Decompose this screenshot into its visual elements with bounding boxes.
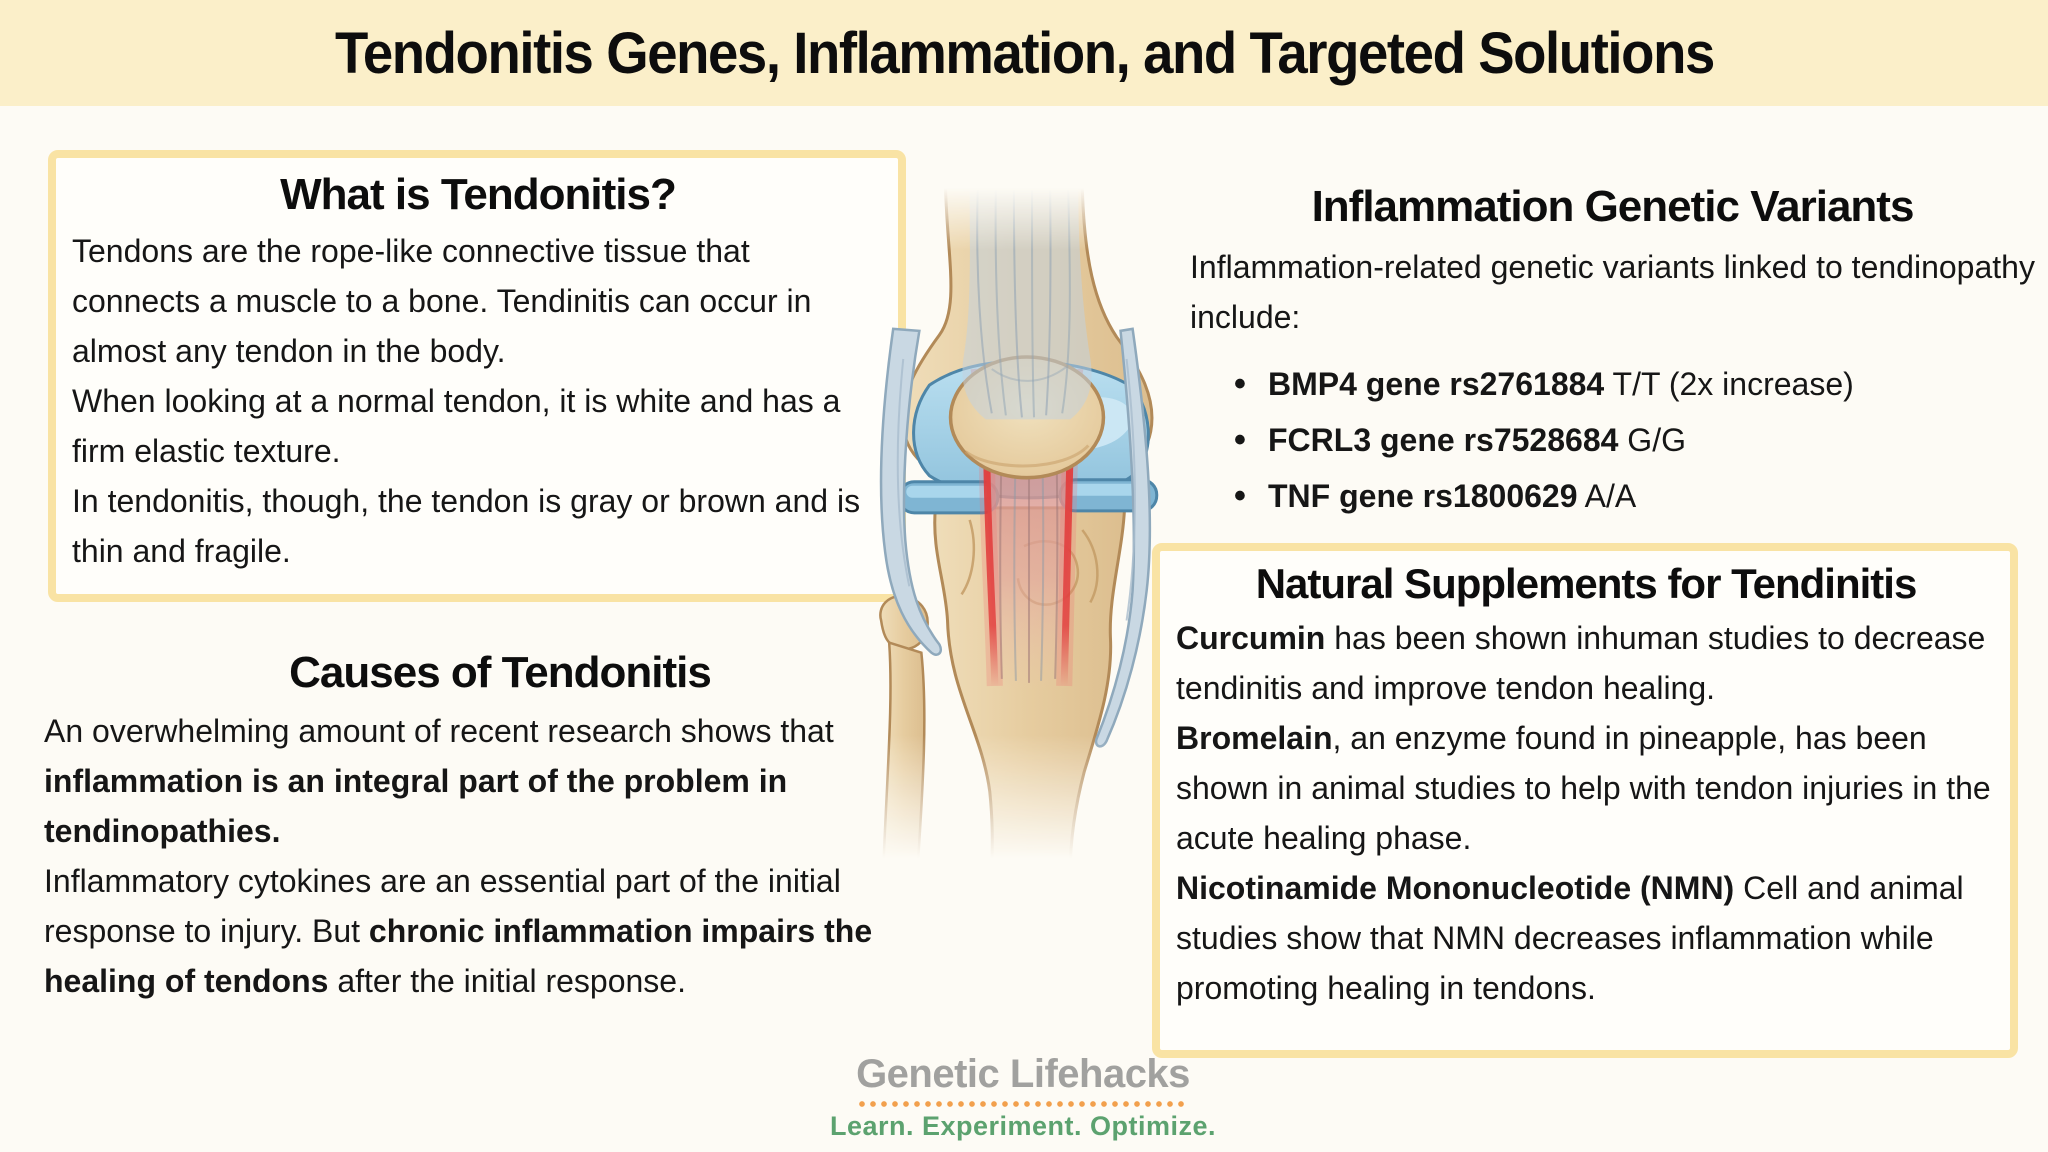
logo-tagline: Learn. Experiment. Optimize. [829, 1111, 1217, 1141]
variants-heading: Inflammation Genetic Variants [1311, 182, 1914, 231]
cartilage-highlight [1044, 390, 1137, 457]
variant-item: • TNF gene rs1800629 A/A [1234, 468, 2035, 524]
what-is-paragraph-2: When looking at a normal tendon, it is white and has a firm elastic texture. [72, 383, 841, 469]
logo-wordmark: Genetic Lifehacks [856, 1052, 1190, 1096]
femur-bone [903, 188, 1152, 484]
variants-list [1190, 356, 2035, 524]
logo-dotted-divider [858, 1100, 1188, 1109]
natural-supplements-box [1152, 543, 2018, 1058]
variant-item: • BMP4 gene rs2761884 T/T (2x increase) [1234, 356, 2035, 412]
meniscus [899, 480, 1157, 513]
page-title: Tendonitis Genes, Inflammation, and Targeted Solutions [334, 20, 1714, 86]
patellar-tendon-inflamed [974, 369, 1081, 691]
what-is-paragraph-1: Tendons are the rope-like connective tissue that connects a muscle to a bone. Tendinitis can occur in almost any tendon in the body. [72, 233, 812, 369]
what-is-heading: What is Tendonitis? [280, 170, 676, 219]
genetic-variants-section [1190, 182, 2035, 524]
supplement-curcumin: Curcumin has been shown inhuman studies to decrease tendinitis and improve tendon healing. [1176, 620, 1986, 706]
cartilage [914, 361, 1149, 498]
genetic-lifehacks-logo [818, 1052, 1228, 1142]
supplements-heading: Natural Supplements for Tendinitis [1255, 560, 1917, 607]
causes-paragraph-1: An overwhelming amount of recent research shows that inflammation is an integral part of the problem in tendinopathies. [44, 713, 834, 849]
fibula-bone [880, 596, 927, 649]
bullet-icon: • [1234, 365, 1246, 403]
causes-of-tendonitis-section [44, 648, 956, 1006]
title-banner [0, 0, 2048, 106]
bullet-icon: • [1234, 421, 1246, 459]
quadriceps-tendon [962, 188, 1091, 419]
causes-paragraph-2: Inflammatory cytokines are an essential part of the initial response to injury. But chronic inflammation impairs the healing of tendons after the initial response. [44, 863, 873, 999]
variants-intro: Inflammation-related genetic variants linked to tendinopathy include: [1190, 249, 2035, 335]
what-is-tendonitis-box [48, 150, 906, 602]
tibia-bone [935, 508, 1125, 872]
patella [951, 357, 1104, 478]
causes-heading: Causes of Tendonitis [289, 648, 711, 697]
supplement-nmn: Nicotinamide Mononucleotide (NMN) Cell and animal studies show that NMN decreases inflammation while promoting healing in tendons. [1176, 870, 1964, 1006]
supplement-bromelain: Bromelain, an enzyme found in pineapple, has been shown in animal studies to help with tendon injuries in the acute healing phase. [1176, 720, 1991, 856]
variant-item: • FCRL3 gene rs7528684 G/G [1234, 412, 2035, 468]
bullet-icon: • [1234, 477, 1246, 515]
what-is-paragraph-3: In tendonitis, though, the tendon is gray or brown and is thin and fragile. [72, 483, 861, 569]
